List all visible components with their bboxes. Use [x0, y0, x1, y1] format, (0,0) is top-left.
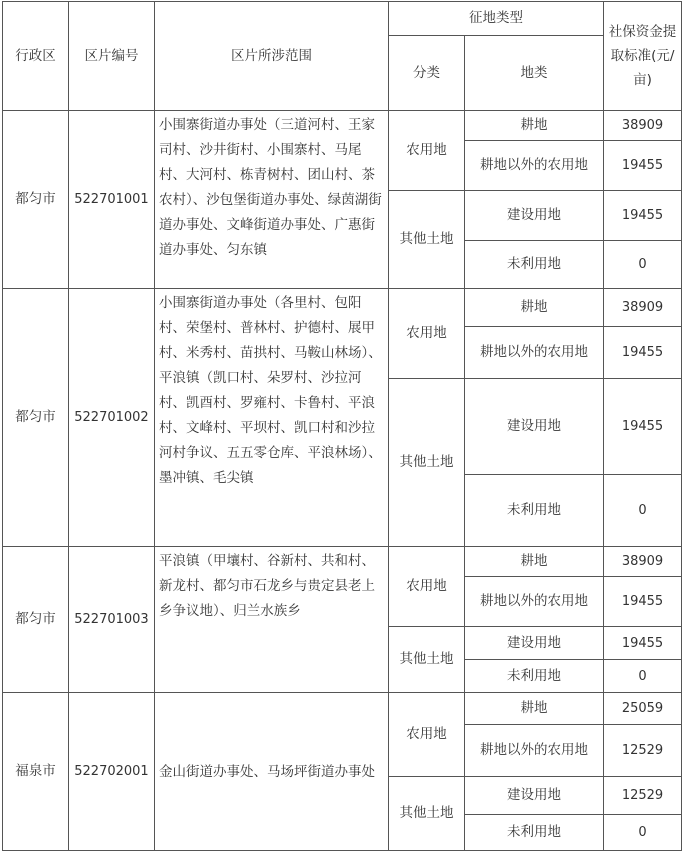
area-cell: 小围寨街道办事处（各里村、包阳村、荣堡村、普林村、护德村、展甲村、米秀村、苗拱村、马鞍山林场）、平浪镇（凯口村、朵罗村、沙拉河村、凯酉村、罗雍村、卡鲁村、平浪村、文峰村、平坝村、凯口村和沙拉河村争议、五五零仓库、平浪林场）、墨冲镇、毛尖镇 [155, 289, 389, 547]
header-row-1 [3, 2, 682, 36]
header-subtype: 地类 [465, 36, 604, 111]
subtype-cell: 未利用地 [465, 475, 604, 547]
header-land-type: 征地类型 [389, 2, 604, 36]
subtype-cell: 未利用地 [465, 660, 604, 693]
subtype-cell: 建设用地 [465, 379, 604, 475]
subtype-cell: 耕地以外的农用地 [465, 725, 604, 777]
code-cell: 522702001 [69, 693, 155, 851]
category-cell: 农用地 [389, 111, 465, 191]
category-cell: 农用地 [389, 289, 465, 379]
subtype-cell: 未利用地 [465, 241, 604, 289]
district-cell: 都匀市 [3, 289, 69, 547]
category-cell: 其他土地 [389, 627, 465, 693]
header-code: 区片编号 [69, 2, 155, 111]
code-cell: 522701003 [69, 547, 155, 693]
value-cell: 0 [604, 475, 682, 547]
value-cell: 0 [604, 241, 682, 289]
value-cell: 0 [604, 815, 682, 851]
subtype-cell: 耕地以外的农用地 [465, 577, 604, 627]
area-cell: 小围寨街道办事处（三道河村、王家司村、沙井街村、小围寨村、马尾村、大河村、栋青树村、团山村、茶农村）、沙包堡街道办事处、绿茵湖街道办事处、文峰街道办事处、广惠街道办事处、匀东镇 [155, 111, 389, 289]
category-cell: 农用地 [389, 693, 465, 777]
value-cell: 12529 [604, 777, 682, 815]
district-cell: 都匀市 [3, 547, 69, 693]
area-cell: 金山街道办事处、马场坪街道办事处 [155, 693, 389, 851]
subtype-cell: 耕地 [465, 111, 604, 141]
district-cell: 都匀市 [3, 111, 69, 289]
value-cell: 19455 [604, 379, 682, 475]
table-row [3, 289, 682, 327]
code-cell: 522701002 [69, 289, 155, 547]
subtype-cell: 未利用地 [465, 815, 604, 851]
value-cell: 12529 [604, 725, 682, 777]
header-standard: 社保资金提取标准(元/亩) [604, 2, 682, 111]
table-row [3, 111, 682, 141]
value-cell: 0 [604, 660, 682, 693]
value-cell: 38909 [604, 289, 682, 327]
subtype-cell: 耕地 [465, 693, 604, 725]
category-cell: 其他土地 [389, 777, 465, 851]
subtype-cell: 耕地 [465, 289, 604, 327]
subtype-cell: 建设用地 [465, 191, 604, 241]
header-area: 区片所涉范围 [155, 2, 389, 111]
category-cell: 其他土地 [389, 379, 465, 547]
value-cell: 38909 [604, 547, 682, 577]
category-cell: 其他土地 [389, 191, 465, 289]
subtype-cell: 建设用地 [465, 627, 604, 660]
land-compensation-table [2, 1, 682, 851]
value-cell: 19455 [604, 627, 682, 660]
category-cell: 农用地 [389, 547, 465, 627]
value-cell: 19455 [604, 327, 682, 379]
header-district: 行政区 [3, 2, 69, 111]
district-cell: 福泉市 [3, 693, 69, 851]
value-cell: 19455 [604, 191, 682, 241]
area-cell: 平浪镇（甲壤村、谷新村、共和村、新龙村、都匀市石龙乡与贵定县老上乡争议地）、归兰水族乡 [155, 547, 389, 693]
subtype-cell: 耕地以外的农用地 [465, 141, 604, 191]
subtype-cell: 建设用地 [465, 777, 604, 815]
table-row [3, 547, 682, 577]
subtype-cell: 耕地 [465, 547, 604, 577]
value-cell: 25059 [604, 693, 682, 725]
code-cell: 522701001 [69, 111, 155, 289]
value-cell: 19455 [604, 141, 682, 191]
subtype-cell: 耕地以外的农用地 [465, 327, 604, 379]
value-cell: 19455 [604, 577, 682, 627]
table-row [3, 693, 682, 725]
header-category: 分类 [389, 36, 465, 111]
value-cell: 38909 [604, 111, 682, 141]
